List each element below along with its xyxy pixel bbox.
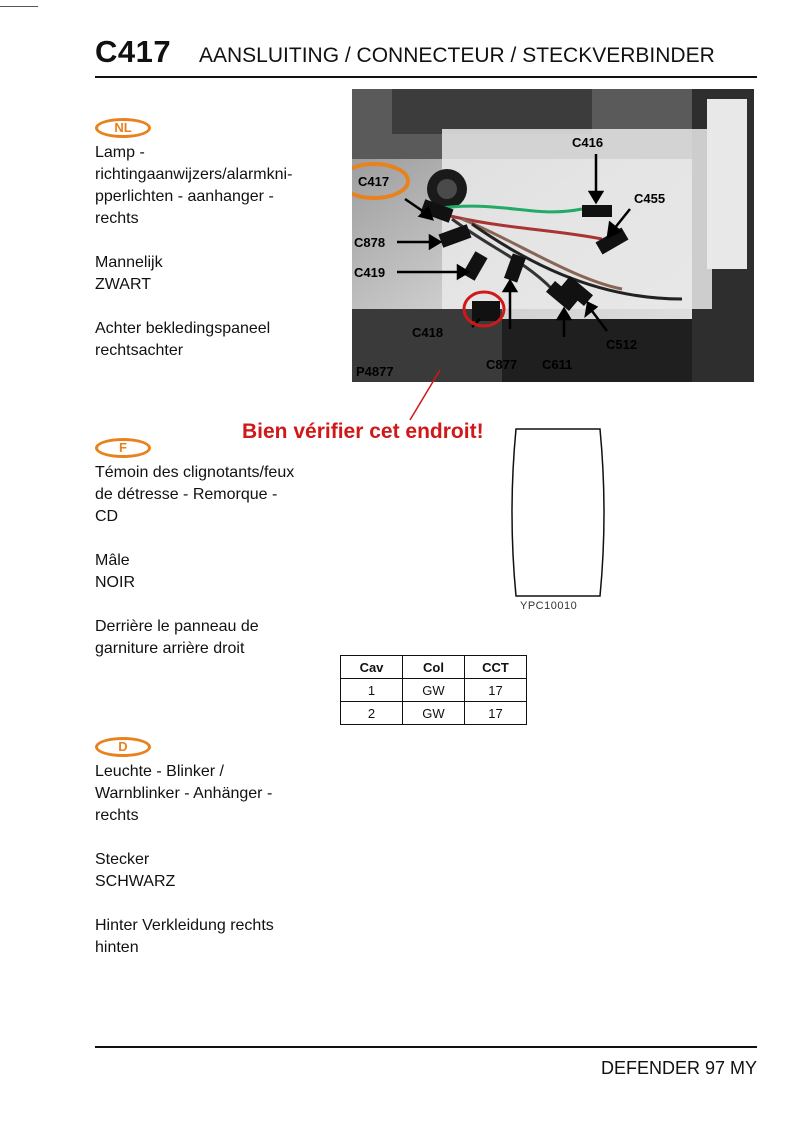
gender-color-f (95, 550, 345, 594)
label-c455: C455 (634, 191, 666, 206)
label-c418: C418 (412, 325, 444, 340)
label-c512: C512 (606, 337, 638, 352)
description-nl: Lamp - richtingaanwijzers/alarmkni- pperlichten - aanhanger - rechts (95, 144, 293, 227)
corner-mark (0, 6, 38, 7)
gender-f: Mâle (95, 552, 130, 569)
description-d: Leuchte - Blinker / Warnblinker - Anhänger - rechts (95, 763, 273, 824)
location-f: Derrière le panneau de garniture arrière droit (95, 618, 259, 657)
label-c877: C877 (486, 357, 518, 372)
cell-cct: 17 (465, 679, 527, 702)
cell-col: GW (403, 679, 465, 702)
header-col: Col (403, 656, 465, 679)
description-f: Témoin des clignotants/feux de détresse - Remorque - CD (95, 464, 295, 525)
section-d (95, 737, 345, 981)
page-title: AANSLUITING / CONNECTEUR / STECKVERBINDER (199, 44, 715, 67)
callout-text: Bien vérifier cet endroit! (242, 420, 484, 443)
connector-part-number: YPC10010 (520, 600, 578, 612)
gender-nl: Mannelijk (95, 254, 163, 271)
pin-table (340, 655, 527, 725)
badge-f: F (95, 438, 151, 458)
header-cct: CCT (465, 656, 527, 679)
page-header (95, 34, 760, 74)
label-c419: C419 (354, 265, 386, 280)
location-photo (352, 89, 754, 382)
color-d: SCHWARZ (95, 873, 176, 890)
location-d: Hinter Verkleidung rechts hinten (95, 917, 274, 956)
gender-color-nl (95, 252, 345, 296)
header-cav: Cav (341, 656, 403, 679)
section-f (95, 438, 345, 682)
connector-code: C417 (95, 34, 172, 69)
header-rule (95, 76, 757, 78)
gender-color-d (95, 849, 345, 893)
label-c416: C416 (572, 135, 604, 150)
table-row (341, 702, 527, 725)
gender-d: Stecker (95, 851, 150, 868)
connector-face-diagram (508, 425, 608, 600)
badge-nl: NL (95, 118, 151, 138)
table-row (341, 679, 527, 702)
photo-reference: P4877 (356, 364, 394, 379)
section-nl (95, 118, 345, 384)
footer-rule (95, 1046, 757, 1048)
badge-d: D (95, 737, 151, 757)
cell-cav: 2 (341, 702, 403, 725)
color-nl: ZWART (95, 276, 151, 293)
label-c878: C878 (354, 235, 386, 250)
footer-model: DEFENDER 97 MY (600, 1058, 757, 1078)
cell-col: GW (403, 702, 465, 725)
table-header-row (341, 656, 527, 679)
location-nl: Achter bekledingspaneel rechtsachter (95, 320, 271, 359)
color-f: NOIR (95, 574, 135, 591)
photo-illustration (352, 89, 754, 382)
cell-cav: 1 (341, 679, 403, 702)
label-c417: C417 (358, 174, 390, 189)
label-c611: C611 (542, 357, 573, 372)
cell-cct: 17 (465, 702, 527, 725)
